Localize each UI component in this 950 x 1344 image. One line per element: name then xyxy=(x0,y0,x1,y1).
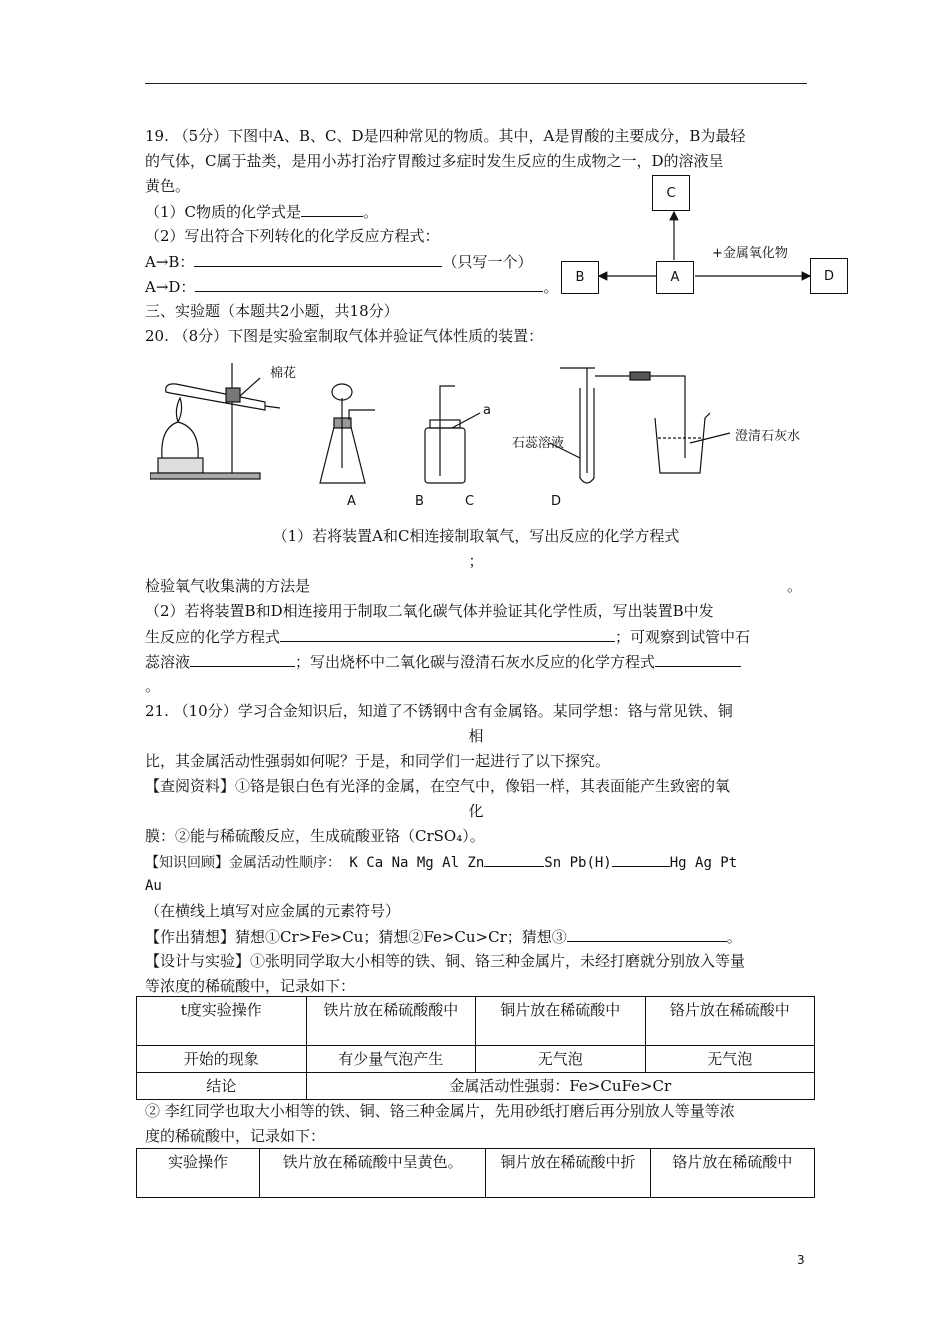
answer-blank[interactable] xyxy=(190,650,295,667)
q21-line4: 膜：②能与稀硫酸反应，生成硫酸亚铬（CrSO₄）。 xyxy=(145,827,485,845)
page-number: 3 xyxy=(797,1253,805,1267)
label-apparatus-c: C xyxy=(465,494,475,509)
q20-part2b xyxy=(145,625,750,648)
q20-part2d: 。 xyxy=(145,677,161,695)
label-cotton: 棉花 xyxy=(270,366,297,381)
header-rule xyxy=(145,83,807,84)
stand-base xyxy=(150,473,260,479)
q21-line9: 【设计与实验】①张明同学取大小相等的铁、铜、铬三种金属片，未经打磨就分别放入等量 xyxy=(145,952,746,970)
delivery-tube xyxy=(265,406,280,408)
arrow-label: +金属氧化物 xyxy=(712,246,788,261)
flame-icon xyxy=(176,398,181,422)
answer-blank[interactable] xyxy=(301,200,363,217)
q21-line8 xyxy=(145,925,742,948)
funnel-bulb xyxy=(332,384,352,400)
q19-part1 xyxy=(145,200,378,223)
q19-part2: （2）写出符合下列转化的化学反应方程式： xyxy=(145,227,440,245)
q20-part2a: （2）若将装置B和D相连接用于制取二氧化碳气体并验证其化学性质，写出装置B中发 xyxy=(145,602,714,620)
q20-part2c-mid: ；写出烧杯中二氧化碳与澄清石灰水反应的化学方程式 xyxy=(295,653,656,671)
label-a-small: a xyxy=(483,403,491,418)
node-d: D xyxy=(810,258,848,294)
table-cell: 开始的现象 xyxy=(137,1046,307,1073)
table-cell: 铁片放在稀硫酸中呈黄色。 xyxy=(259,1149,485,1198)
beaker xyxy=(655,413,710,473)
answer-blank[interactable] xyxy=(280,625,615,642)
q19-ab-note: （只写一个） xyxy=(442,253,533,271)
table-row xyxy=(137,1149,815,1198)
q20-line1: 20. （8分）下图是实验室制取气体并验证气体性质的装置： xyxy=(145,327,544,345)
table-cell: 铜片放在稀硫酸中 xyxy=(476,997,646,1046)
q21-line10: 等浓度的稀硫酸中，记录如下： xyxy=(145,977,356,995)
table-row xyxy=(137,1073,815,1100)
table-row xyxy=(137,997,815,1046)
q21-line8b: 。 xyxy=(726,928,742,946)
q21-line8a: 【作出猜想】猜想①Cr>Fe>Cu；猜想②Fe>Cu>Cr；猜想③ xyxy=(145,928,567,946)
answer-blank[interactable] xyxy=(194,250,442,267)
q21-line12: 度的稀硫酸中，记录如下： xyxy=(145,1127,326,1145)
q21-line5b: Sn Pb(H) xyxy=(544,855,612,871)
node-c: C xyxy=(652,175,690,211)
q21-line3b: 化 xyxy=(468,802,484,820)
answer-blank[interactable] xyxy=(567,925,727,942)
node-a: A xyxy=(656,261,694,294)
q20-apparatus xyxy=(150,348,830,513)
q20-part2c xyxy=(145,650,741,673)
cotton-pointer xyxy=(240,378,260,396)
c-inlet-tube xyxy=(440,386,455,476)
clamp xyxy=(226,388,240,402)
q21-line11: ② 李红同学也取大小相等的铁、铜、铬三种金属片，先用砂纸打磨后再分别放人等量等浓 xyxy=(145,1102,735,1120)
table-cell: 铬片放在稀硫酸中 xyxy=(645,997,815,1046)
table-cell: t度实验操作 xyxy=(137,997,307,1046)
table-cell: 铬片放在稀硫酸中 xyxy=(650,1149,814,1198)
q19-part1-end: 。 xyxy=(363,203,379,221)
label-limewater: 澄清石灰水 xyxy=(735,429,801,444)
q19-line1: 19. （5分）下图中A、B、C、D是四种常见的物质。其中，A是胃酸的主要成分，B为最轻 xyxy=(145,127,746,145)
q20-check-end: 。 xyxy=(787,577,803,595)
b-outlet-tube xyxy=(349,410,375,420)
q19-part1-text: （1）C物质的化学式是 xyxy=(145,203,302,221)
d-connect-tube xyxy=(595,376,685,458)
d-test-tube xyxy=(560,368,595,483)
q19-ab xyxy=(145,250,532,273)
lamp-base xyxy=(158,458,203,473)
q21-line7: （在横线上填写对应金属的元素符号） xyxy=(145,902,401,920)
q21-line3: 【查阅资料】①铬是银白色有光泽的金属，在空气中，像铝一样，其表面能产生致密的氧 xyxy=(145,777,731,795)
section-3-heading: 三、实验题（本题共2小题，共18分） xyxy=(145,302,399,320)
q21-line5c: Hg Ag Pt xyxy=(669,855,738,871)
table-cell: 结论 xyxy=(137,1073,307,1100)
table-row xyxy=(137,1046,815,1073)
q21-line1b: 相 xyxy=(468,727,484,745)
results-table-2 xyxy=(136,1148,815,1198)
q21-line5a: 【知识回顾】金属活动性顺序： K Ca Na Mg Al Zn xyxy=(145,855,485,871)
rubber-joint xyxy=(630,372,650,380)
q20-part1: （1）若将装置A和C相连接制取氧气，写出反应的化学方程式 xyxy=(272,527,680,545)
alcohol-lamp xyxy=(162,422,198,458)
table-cell: 铁片放在稀硫酸酸中 xyxy=(306,997,476,1046)
answer-blank[interactable] xyxy=(655,650,741,667)
q21-line2: 比，其金属活动性强弱如何呢？于是，和同学们一起进行了以下探究。 xyxy=(145,752,611,770)
q19-ad-label: A→D： xyxy=(145,278,196,296)
answer-blank[interactable] xyxy=(484,850,544,867)
q21-line6: Au xyxy=(145,878,162,894)
q19-ab-label: A→B： xyxy=(145,253,195,271)
q20-part2b-text: 生反应的化学方程式 xyxy=(145,628,281,646)
label-apparatus-b: B xyxy=(415,494,424,509)
table-cell: 金属活动性强弱：Fe>CuFe>Cr xyxy=(306,1073,815,1100)
q19-line3: 黄色。 xyxy=(145,177,191,195)
answer-blank[interactable] xyxy=(195,275,543,292)
node-b: B xyxy=(561,261,599,294)
table-cell: 铜片放在稀硫酸中折 xyxy=(486,1149,650,1198)
answer-blank[interactable] xyxy=(612,850,670,867)
q21-line5 xyxy=(145,850,737,874)
q19-ad xyxy=(145,275,558,298)
table-cell: 无气泡 xyxy=(476,1046,646,1073)
q21-line1: 21. （10分）学习合金知识后，知道了不锈钢中含有金属铬。某同学想：铬与常见铁、铜 xyxy=(145,702,733,720)
gas-bottle xyxy=(425,428,465,483)
table-cell: 实验操作 xyxy=(137,1149,260,1198)
q19-line2: 的气体，C属于盐类，是用小苏打治疗胃酸过多症时发生反应的生成物之一，D的溶液呈 xyxy=(145,152,724,170)
test-tube xyxy=(166,384,265,410)
label-apparatus-a: A xyxy=(347,494,356,509)
q20-part2b-end: ；可观察到试管中石 xyxy=(615,628,751,646)
q19-ad-end: 。 xyxy=(543,278,559,296)
table-cell: 有少量气泡产生 xyxy=(306,1046,476,1073)
q20-check-text: 检验氧气收集满的方法是 xyxy=(145,577,311,595)
results-table-1 xyxy=(136,996,815,1100)
q20-check xyxy=(145,575,807,597)
label-litmus: 石蕊溶液 xyxy=(512,436,565,451)
q20-part2c-text: 蕊溶液 xyxy=(145,653,191,671)
label-apparatus-d: D xyxy=(551,494,562,509)
table-cell: 无气泡 xyxy=(645,1046,815,1073)
q20-part1-semi: ； xyxy=(468,552,484,570)
